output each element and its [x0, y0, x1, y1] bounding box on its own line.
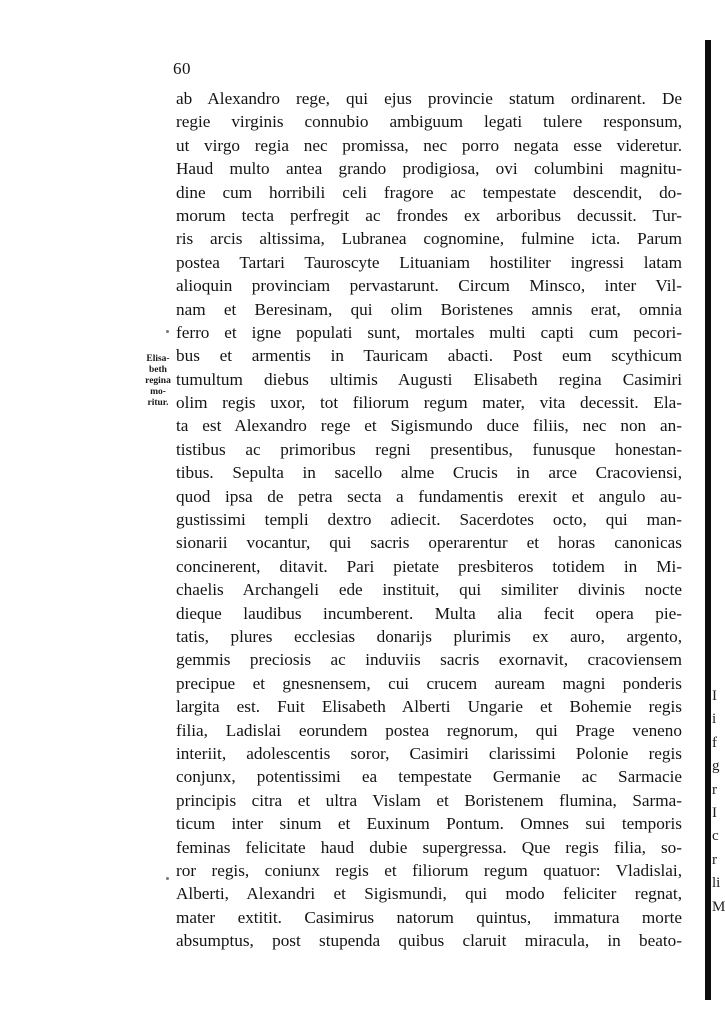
text-line: quod ipsa de petra secta a fundamentis erexit et angulo au-: [176, 486, 682, 506]
text-line: chaelis Archangeli ede instituit, qui similiter divinis nocte: [176, 580, 682, 600]
text-line: nam et Beresinam, qui olim Boristenes amnis erat, omnia: [176, 299, 682, 319]
fragment-letter: c: [712, 828, 719, 845]
text-line: tibus. Sepulta in sacello alme Crucis in arce Cracoviensi,: [176, 463, 682, 483]
text-line: bus et armentis in Tauricam abacti. Post eum scythicum: [176, 346, 682, 366]
fragment-letter: i: [712, 711, 717, 728]
margin-dot: [166, 330, 169, 333]
text-line: tistibus ac primoribus regni presentibus, funusque honestan-: [176, 439, 682, 459]
adjacent-page-fragments: [712, 685, 725, 919]
text-line: dine cum horribili celi fragore ac tempestate descendit, do-: [176, 182, 682, 202]
text-line: regie virginis connubio ambiguum legati tulere responsum,: [176, 112, 682, 132]
text-line: gemmis preciosis ac induviis sacris exornavit, cracoviensem: [176, 650, 682, 670]
text-line: sionarii vocantur, qui sacris operarentur et horas canonicas: [176, 533, 682, 553]
text-line: tatis, plures ecclesias donarijs plurimis ex auro, argento,: [176, 626, 682, 646]
text-line: principis citra et ultra Vislam et Boristenem flumina, Sarma-: [176, 790, 682, 810]
text-line: gustissimi templi dextro adiecit. Sacerdotes octo, qui man-: [176, 510, 682, 530]
body-text: [176, 87, 682, 952]
fragment-letter: f: [712, 734, 717, 751]
page-number: 60: [173, 59, 191, 78]
margin-note-line: Elisa-: [146, 354, 170, 364]
text-line: filia, Ladislai eorundem postea regnorum, qui Prage veneno: [176, 720, 682, 740]
text-line: mater extitit. Casimirus natorum quintus, immatura morte: [176, 907, 682, 927]
margin-note: [138, 354, 178, 409]
text-line: ab Alexandro rege, qui ejus provincie statum ordinarent. De: [176, 89, 682, 108]
text-line: ut virgo regia nec promissa, nec porro negata esse videretur.: [176, 135, 682, 155]
text-line: tumultum diebus ultimis Augusti Elisabeth regina Casimiri: [176, 369, 682, 389]
fragment-letter: I: [712, 688, 717, 704]
fragment-letter: g: [712, 758, 720, 775]
margin-dot: [166, 877, 169, 880]
text-line: morum tecta perfregit ac frondes ex arboribus decussit. Tur-: [176, 205, 682, 225]
text-line: interiit, adolescentis soror, Casimiri clarissimi Polonie regis: [176, 743, 682, 763]
text-line: alioquin provinciam pervastarunt. Circum Minsco, inter Vil-: [176, 276, 682, 296]
fragment-letter: I: [712, 804, 717, 821]
text-line: concinerent, ditavit. Pari pietate presbiteros totidem in Mi-: [176, 556, 682, 576]
text-line: ta est Alexandro rege et Sigismundo duce filiis, nec non an-: [176, 416, 682, 436]
text-line: dieque laudibus incumberent. Multa alia fecit opera pie-: [176, 603, 682, 623]
text-line: largita est. Fuit Elisabeth Alberti Ungarie et Bohemie regis: [176, 697, 682, 717]
text-line: ris arcis altissima, Lubranea cognomine, fulmine icta. Parum: [176, 229, 682, 249]
text-line: Alberti, Alexandri et Sigismundi, qui modo feliciter regnat,: [176, 884, 682, 904]
text-line: ticum inter sinum et Euxinum Pontum. Omnes sui temporis: [176, 814, 682, 834]
fragment-letter: r: [712, 851, 717, 868]
fragment-letter: M: [712, 898, 725, 915]
text-line: feminas felicitate haud dubie supergressa. Que regis filia, so-: [176, 837, 682, 857]
text-line: ferro et igne populati sunt, mortales multi capti cum pecori-: [176, 322, 682, 342]
text-line: precipue et gnesnensem, cui crucem auream magni ponderis: [176, 673, 682, 693]
margin-note-line: regina: [145, 376, 171, 386]
fragment-letter: r: [712, 781, 717, 798]
page-edge-bar: [705, 40, 711, 1000]
text-line: ror regis, coniunx regis et filiorum regum quatuor: Vladislai,: [176, 860, 682, 880]
text-line: olim regis uxor, tot filiorum regum mater, vita decessit. Ela-: [176, 393, 682, 413]
margin-note-line: ritur.: [147, 398, 169, 408]
text-line: Haud multo antea grando prodigiosa, ovi columbini magnitu-: [176, 159, 682, 179]
text-line: absumptus, post stupenda quibus claruit miracula, in beato-: [176, 931, 682, 951]
margin-note-line: beth: [149, 365, 167, 375]
fragment-letter: li: [712, 875, 721, 892]
text-line: conjunx, potentissimi ea tempestate Germanie ac Sarmacie: [176, 767, 682, 787]
margin-note-line: mo-: [150, 387, 166, 397]
text-line: postea Tartari Tauroscyte Lituaniam hostiliter ingressi latam: [176, 252, 682, 272]
